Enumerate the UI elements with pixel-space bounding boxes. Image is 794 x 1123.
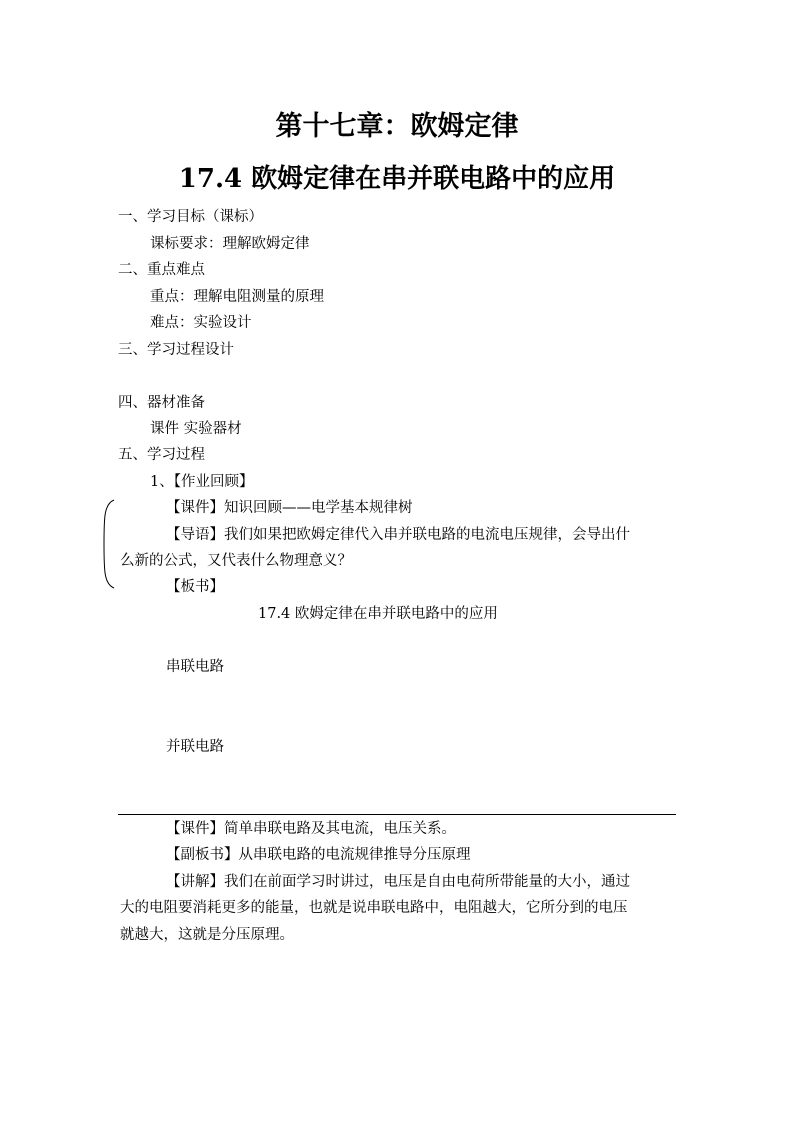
explain-line-2: 大的电阻要消耗更多的能量，也就是说串联电路中，电阻越大，它所分到的电压 [120, 900, 628, 916]
horizontal-rule [118, 814, 676, 815]
heading-materials: 四、器材准备 [118, 395, 205, 411]
board-label: 【板书】 [166, 579, 224, 595]
step-homework-review: 1、【作业回顾】 [150, 474, 254, 490]
courseware-knowledge-review: 【课件】知识回顾——电学基本规律树 [166, 500, 413, 516]
section-title: 17.4 欧姆定律在串并联电路中的应用 [178, 164, 616, 194]
heading-key-points: 二、重点难点 [118, 262, 205, 278]
chapter-title: 第十七章：欧姆定律 [275, 111, 519, 142]
heading-process-design: 三、学习过程设计 [118, 342, 234, 358]
curriculum-requirement: 课标要求：理解欧姆定律 [150, 236, 310, 252]
heading-learning-process: 五、学习过程 [118, 447, 205, 463]
parallel-circuit-label: 并联电路 [166, 739, 224, 755]
key-point: 重点：理解电阻测量的原理 [150, 289, 324, 305]
series-circuit-label: 串联电路 [166, 659, 224, 675]
heading-learning-goals: 一、学习目标（课标） [118, 209, 263, 225]
guide-line-2: 么新的公式，又代表什么物理意义？ [120, 553, 352, 569]
explain-line-1: 【讲解】我们在前面学习时讲过，电压是自由电荷所带能量的大小，通过 [166, 874, 630, 890]
explain-line-3: 就越大，这就是分压原理。 [120, 927, 294, 943]
sub-board: 【副板书】从串联电路的电流规律推导分压原理 [166, 847, 471, 863]
left-brace-mark [100, 498, 116, 590]
courseware-series-circuit: 【课件】简单串联电路及其电流，电压关系。 [166, 821, 456, 837]
difficult-point: 难点：实验设计 [150, 315, 252, 331]
board-title: 17.4 欧姆定律在串并联电路中的应用 [258, 606, 498, 622]
guide-line-1: 【导语】我们如果把欧姆定律代入串并联电路的电流电压规律，会导出什 [166, 527, 630, 543]
materials-list: 课件 实验器材 [150, 421, 242, 437]
